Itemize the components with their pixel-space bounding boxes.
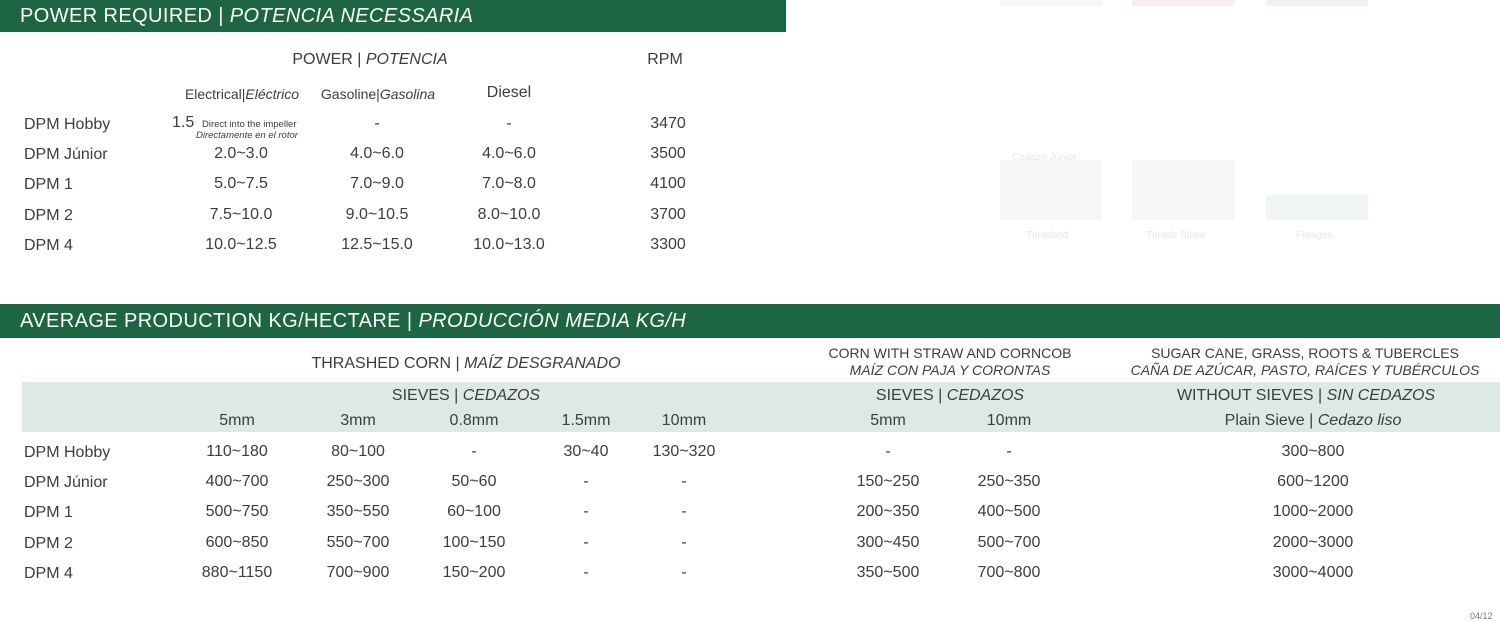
table-row-model: DPM 4 [24,565,73,582]
rpm-header: RPM [647,51,683,68]
table-cell: - [681,564,687,581]
power-header: POWER | POTENCIA [292,51,448,68]
table-cell: - [506,115,512,132]
table-cell: 3000~4000 [1272,564,1354,581]
hobby-power-value: 1.5 [172,114,195,131]
table-cell: - [681,534,687,551]
table-cell: - [583,564,589,581]
table-row-model: DPM Hobby [24,116,111,133]
table-cell: 4100 [650,175,686,192]
faded-label: Thrash Straw [1146,230,1206,241]
faded-image [1000,0,1102,6]
subheader-diesel: Diesel [486,84,532,101]
faded-image [1000,160,1102,220]
table-row-model: DPM 4 [24,237,73,254]
column-header: 0.8mm [449,412,499,429]
group-thrashed-corn: THRASHED CORN | MAÍZ DESGRANADO [311,355,621,372]
table-row-model: DPM 1 [24,176,73,193]
table-cell: 550~700 [326,534,390,551]
table-cell: 8.0~10.0 [477,206,541,223]
banner-title: AVERAGE PRODUCTION KG/HECTARE [20,310,401,332]
table-cell: 60~100 [447,503,501,520]
group-corn-straw: CORN WITH STRAW AND CORNCOB [828,345,1072,361]
table-cell: - [583,473,589,490]
table-cell: 3470 [650,115,686,132]
table-cell: 600~1200 [1277,473,1349,490]
table-cell: 110~180 [206,443,268,460]
table-cell: 3500 [650,145,686,162]
table-cell: 12.5~15.0 [341,236,413,253]
table-cell: 3300 [650,236,686,253]
table-cell: 600~850 [205,534,269,551]
table-cell: 5.0~7.5 [214,175,268,192]
table-cell: 80~100 [331,443,385,460]
table-cell: 300~800 [1281,443,1345,460]
column-header: 5mm [870,412,906,429]
table-cell: 350~550 [326,503,390,520]
table-cell: 30~40 [563,443,609,460]
table-cell: 500~750 [205,503,269,520]
faded-image [1132,0,1234,6]
table-cell: 2000~3000 [1272,534,1354,551]
table-cell: - [374,115,380,132]
faded-label: Forages [1296,230,1333,241]
table-cell: 350~500 [856,564,920,581]
sieves-header: SIEVES | CEDAZOS [391,387,541,404]
table-cell: 500~700 [977,534,1041,551]
banner-title-alt: POTENCIA NECESSARIA [229,5,474,27]
table-cell: 1000~2000 [1272,503,1354,520]
table-cell: - [583,534,589,551]
hobby-power-note-alt: Directamente en el rotor [196,130,298,141]
table-row-model: DPM Hobby [24,444,111,461]
faded-label: Cedazo Júnior [1012,152,1077,163]
table-cell: - [681,473,687,490]
column-header: 1.5mm [561,412,611,429]
banner-title: POWER REQUIRED [20,5,213,27]
table-cell: - [681,503,687,520]
table-cell: - [885,443,891,460]
table-cell: 130~320 [652,443,716,460]
table-row-model: DPM 2 [24,207,73,224]
table-cell: 7.0~9.0 [350,175,404,192]
table-cell: 9.0~10.5 [345,206,409,223]
plain-sieve-header: Plain Sieve | Cedazo liso [1224,412,1402,429]
faded-image [1266,0,1368,6]
without-sieves-header: WITHOUT SIEVES | SIN CEDAZOS [1176,387,1436,404]
group-sugar-cane-alt: CAÑA DE AZÚCAR, PASTO, RAÍCES Y TUBÉRCULOS [1130,362,1480,378]
table-cell: - [583,503,589,520]
table-cell: 400~700 [205,473,269,490]
page-number: 04/12 [1470,611,1493,621]
table-cell: 150~200 [442,564,506,581]
table-row-model: DPM Júnior [24,146,108,163]
hobby-power-note: Direct into the impeller [202,119,297,130]
table-cell: 50~60 [451,473,497,490]
table-cell: 4.0~6.0 [482,145,536,162]
table-row-model: DPM Júnior [24,474,108,491]
subheader-electrical: Electrical|Eléctrico [184,86,300,102]
table-cell: 7.0~8.0 [482,175,536,192]
table-cell: 700~900 [326,564,390,581]
table-cell: 250~300 [326,473,390,490]
table-row-model: DPM 1 [24,504,73,521]
table-cell: 7.5~10.0 [209,206,273,223]
table-cell: 100~150 [442,534,506,551]
table-cell: 10.0~12.5 [205,236,277,253]
table-cell: 10.0~13.0 [473,236,545,253]
sieves-header: SIEVES | CEDAZOS [875,387,1025,404]
table-cell: 200~350 [856,503,920,520]
banner-title-alt: PRODUCCIÓN MEDIA KG/H [418,310,687,332]
table-cell: 250~350 [977,473,1041,490]
table-cell: 400~500 [977,503,1041,520]
table-cell: - [471,443,477,460]
table-cell: 2.0~3.0 [214,145,268,162]
faded-image [1132,160,1234,220]
table-cell: 700~800 [977,564,1041,581]
column-header: 10mm [661,412,707,429]
subheader-gasoline: Gasoline|Gasolina [320,86,436,102]
average-production-banner: AVERAGE PRODUCTION KG/HECTARE | PRODUCCIÓN MEDIA KG/H [0,304,1500,338]
table-row-model: DPM 2 [24,535,73,552]
column-header: 10mm [986,412,1032,429]
table-cell: 300~450 [856,534,920,551]
table-cell: - [1006,443,1012,460]
column-header: 5mm [219,412,255,429]
table-cell: 4.0~6.0 [350,145,404,162]
group-sugar-cane: SUGAR CANE, GRASS, ROOTS & TUBERCLES [1151,345,1459,361]
faded-image [1266,195,1368,220]
table-cell: 150~250 [856,473,920,490]
group-corn-straw-alt: MAÍZ CON PAJA Y CORONTAS [849,362,1051,378]
table-cell: 3700 [650,206,686,223]
faded-label: Thrashed [1026,230,1069,241]
table-cell: 880~1150 [201,564,273,581]
column-header: 3mm [340,412,376,429]
power-required-banner: POWER REQUIRED | POTENCIA NECESSARIA [0,0,786,32]
